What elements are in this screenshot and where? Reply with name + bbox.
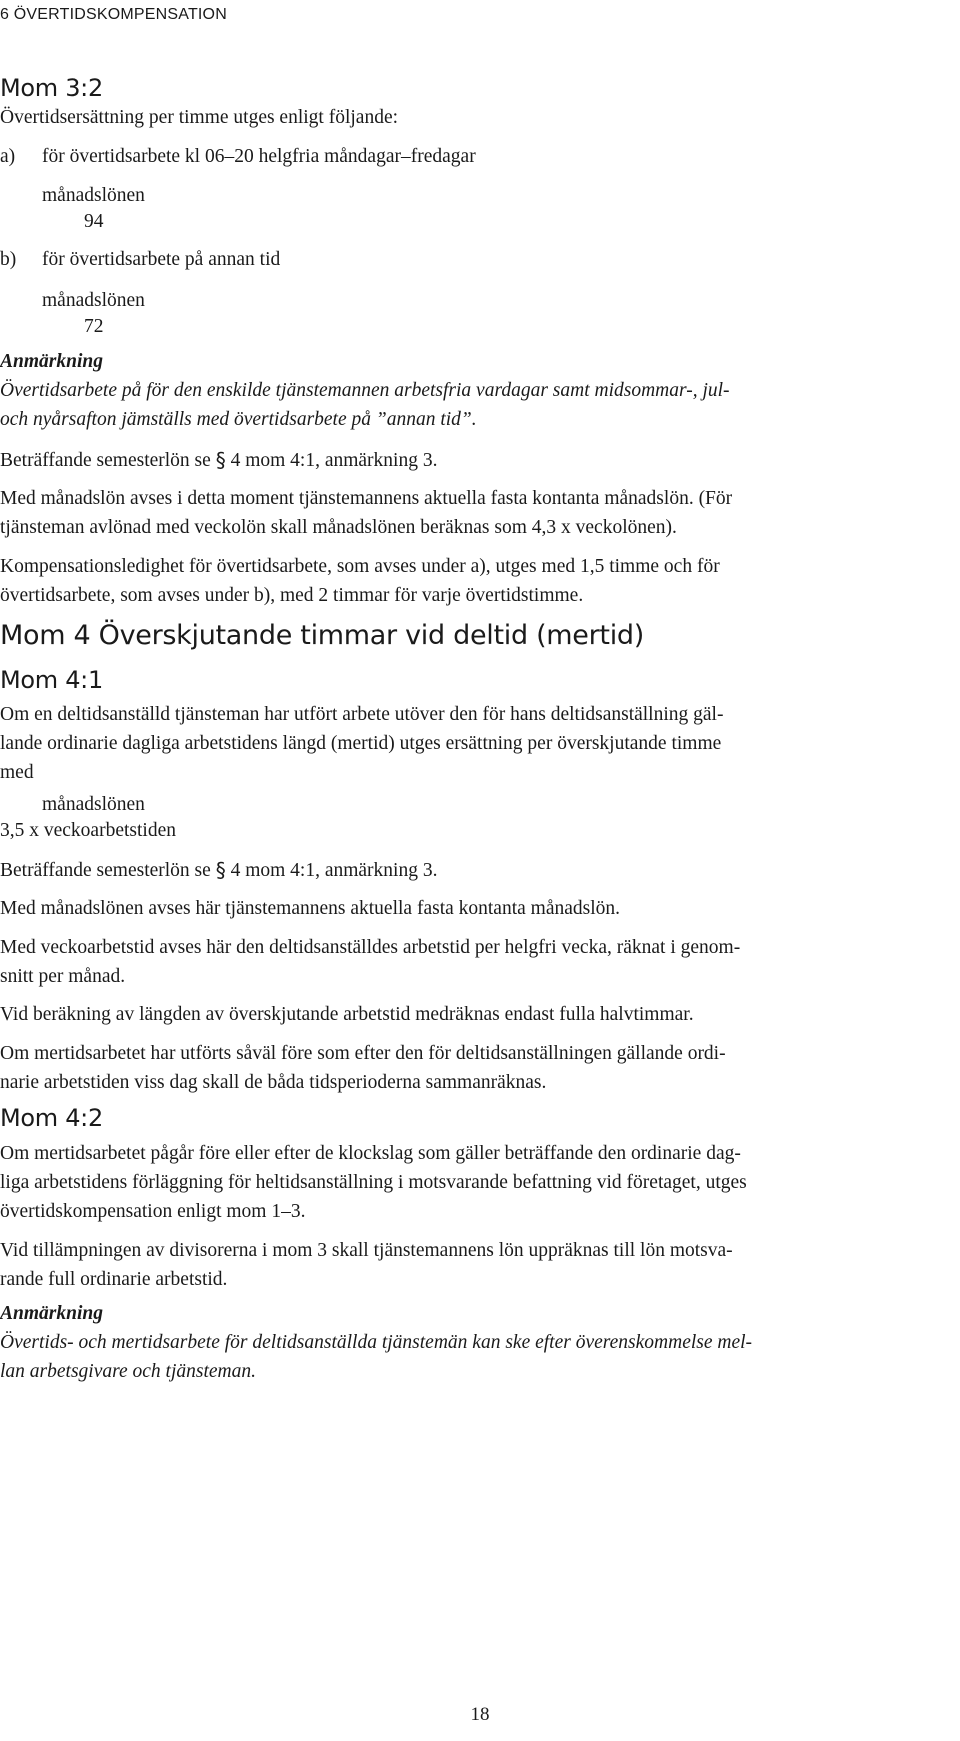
item-b (0, 245, 958, 274)
page-number: 18 (470, 1704, 490, 1725)
note-heading: Anmärkning (0, 351, 103, 372)
reference-target: 4 mom 4:1, anmärkning 3. (230, 860, 438, 881)
item-b-label: b) (0, 249, 17, 270)
item-a-label: a) (0, 146, 16, 167)
mom-4-2-heading: Mom 4:2 (0, 1104, 103, 1132)
note-line: och nyårsafton jämställs med övertidsarbete på ”annan tid”. (0, 409, 477, 430)
note-line: Övertidsarbete på för den enskilde tjänstemannen arbetsfria vardagar samt midsommar-, jul- (0, 380, 730, 401)
paragraph-line: övertidskompensation enligt mom 1–3. (0, 1201, 306, 1222)
mom-3-2-intro: Övertidsersättning per timme utges enligt följande: (0, 107, 399, 128)
note-line: Övertids- och mertidsarbete för deltidsanställda tjänstemän kan ske efter överenskommelse mel- (0, 1332, 753, 1353)
item-a-numerator: månadslönen (42, 185, 145, 206)
item-a-denominator: 94 (84, 211, 104, 232)
item-a-text: för övertidsarbete kl 06–20 helgfria måndagar–fredagar (42, 146, 476, 167)
semester-reference (0, 855, 958, 885)
reference-target: 4 mom 4:1, anmärkning 3. (230, 450, 438, 471)
item-b-text: för övertidsarbete på annan tid (42, 249, 281, 270)
item-b-numerator: månadslönen (42, 290, 145, 311)
paragraph-line: Vid beräkning av längden av överskjutande arbetstid medräknas endast fulla halvtimmar. (0, 1004, 694, 1025)
formula-numerator: månadslönen (42, 794, 145, 815)
note-heading: Anmärkning (0, 1303, 103, 1324)
item-b-denominator: 72 (84, 316, 104, 337)
paragraph-line: Med månadslönen avses här tjänstemannens aktuella fasta kontanta månadslön. (0, 898, 621, 919)
paragraph-line: narie arbetstiden viss dag skall de båda tidsperioderna sammanräknas. (0, 1072, 547, 1093)
section-symbol: § (215, 448, 226, 472)
paragraph-line: Om mertidsarbetet har utförts såväl före som efter den för deltidsanställningen gällande ordi- (0, 1043, 726, 1064)
mom-3-2-heading: Mom 3:2 (0, 74, 103, 102)
paragraph-line: Kompensationsledighet för övertidsarbete, som avses under a), utges med 1,5 timme och för (0, 556, 720, 577)
paragraph-line: med (0, 762, 34, 783)
item-a (0, 142, 958, 171)
paragraph-line: Vid tillämpningen av divisorerna i mom 3 skall tjänstemannens lön uppräknas till lön motsva- (0, 1240, 733, 1261)
formula-denominator: 3,5 x veckoarbetstiden (0, 820, 176, 841)
paragraph-line: tjänsteman avlönad med veckolön skall månadslönen beräknas som 4,3 x veckolönen). (0, 517, 677, 538)
paragraph-line: Om en deltidsanställd tjänsteman har utfört arbete utöver den för hans deltidsanställning gäl- (0, 704, 724, 725)
reference-text: Beträffande semesterlön se (0, 860, 211, 881)
paragraph-line: Med månadslön avses i detta moment tjänstemannens aktuella fasta kontanta månadslön. (För (0, 488, 733, 509)
note-line: lan arbetsgivare och tjänsteman. (0, 1361, 256, 1382)
running-head: 6 ÖVERTIDSKOMPENSATION (0, 6, 227, 23)
semester-reference (0, 445, 958, 475)
paragraph-line: lande ordinarie dagliga arbetstidens längd (mertid) utges ersättning per överskjutande timme (0, 733, 722, 754)
mom-4-1-heading: Mom 4:1 (0, 666, 103, 694)
paragraph-line: rande full ordinarie arbetstid. (0, 1269, 228, 1290)
reference-text: Beträffande semesterlön se (0, 450, 211, 471)
paragraph-line: Om mertidsarbetet pågår före eller efter de klockslag som gäller beträffande den ordinarie dag- (0, 1143, 741, 1164)
paragraph-line: Med veckoarbetstid avses här den deltidsanställdes arbetstid per helgfri vecka, räknat i genom- (0, 937, 741, 958)
paragraph-line: övertidsarbete, som avses under b), med 2 timmar för varje övertidstimme. (0, 585, 584, 606)
section-symbol: § (215, 858, 226, 882)
paragraph-line: liga arbetstidens förläggning för heltidsanställning i motsvarande befattning vid företaget, utges (0, 1172, 747, 1193)
paragraph-line: snitt per månad. (0, 966, 126, 987)
mom-4-heading: Mom 4 Överskjutande timmar vid deltid (mertid) (0, 620, 644, 651)
